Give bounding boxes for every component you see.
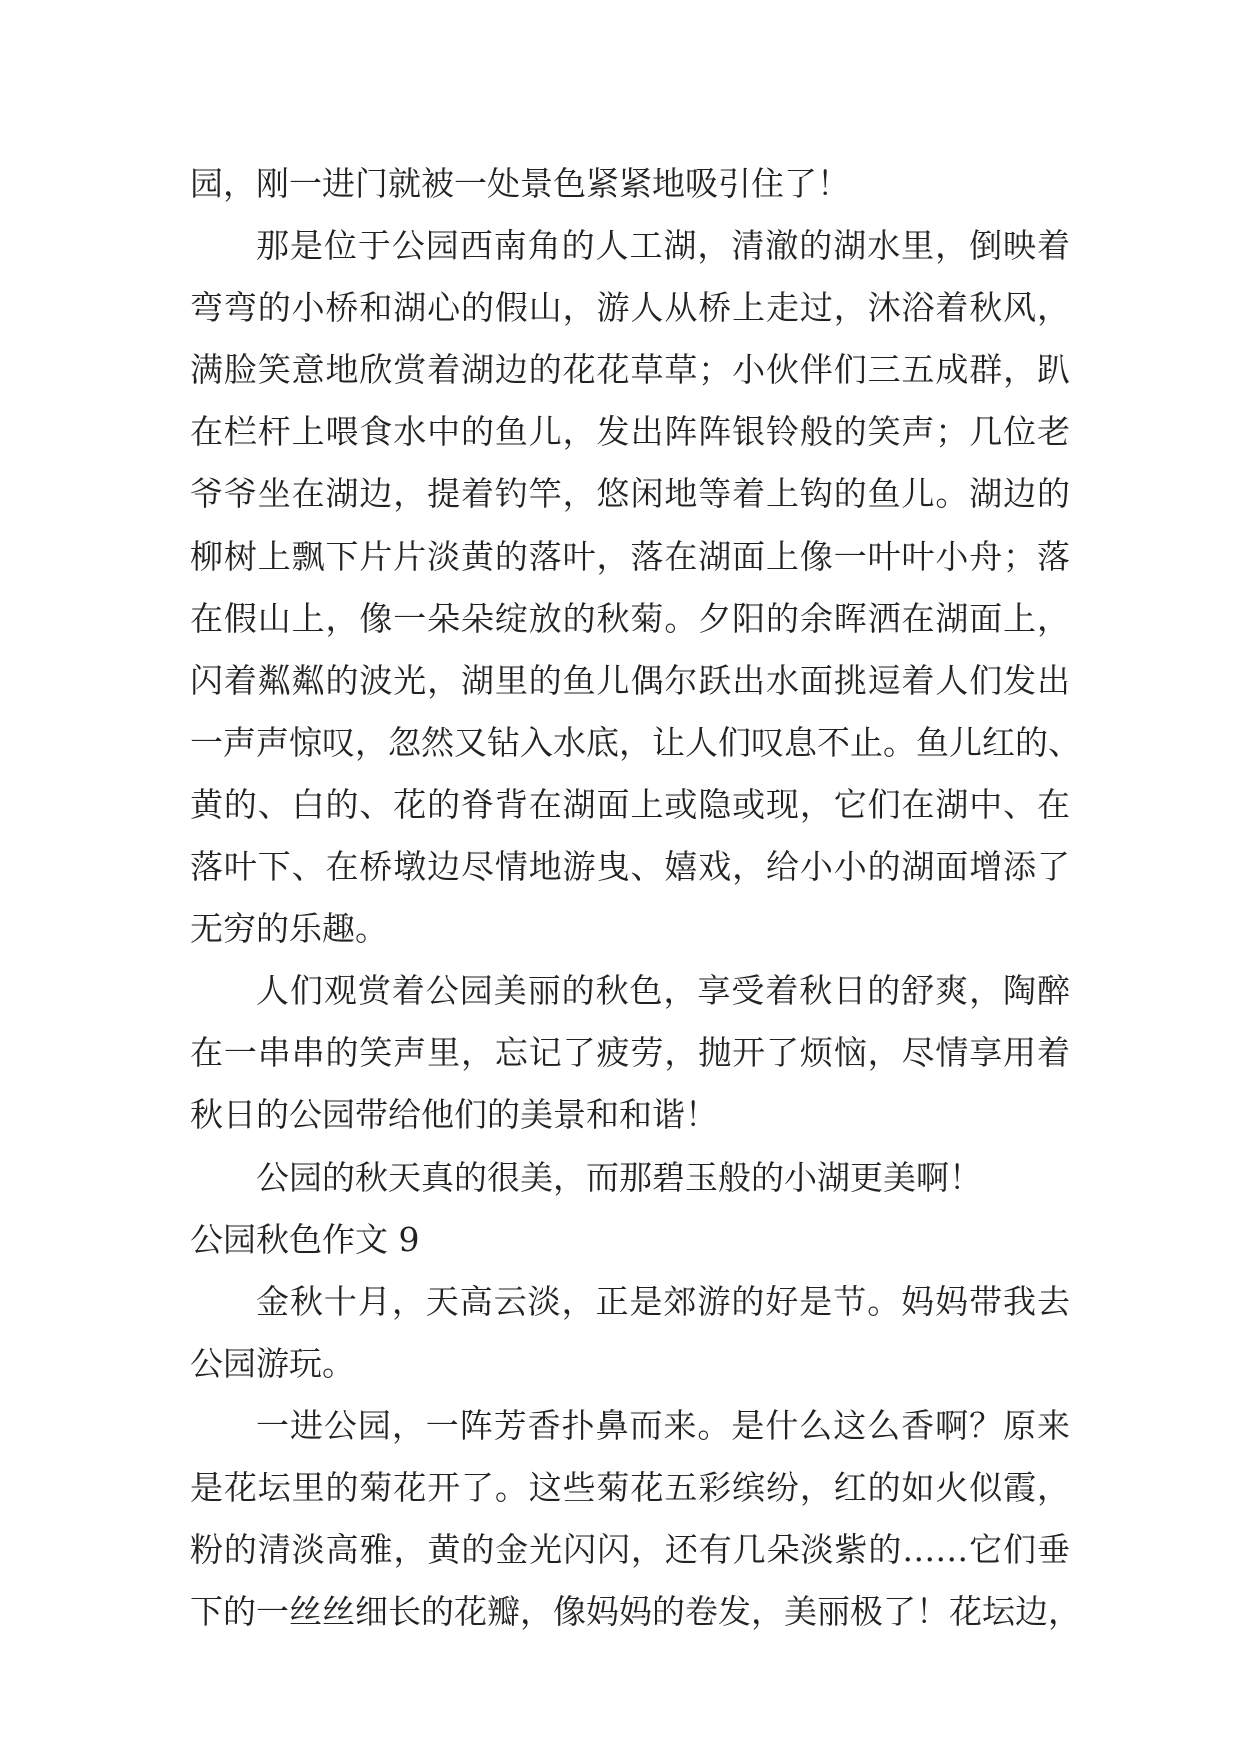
text-line: 闪着粼粼的波光，湖里的鱼儿偶尔跃出水面挑逗着人们发出 — [190, 660, 1070, 700]
text-line: 爷爷坐在湖边，提着钓竿，悠闲地等着上钩的鱼儿。湖边的 — [190, 474, 1070, 514]
text-line: 无穷的乐趣。 — [190, 909, 388, 949]
paragraph-first-line: 人们观赏着公园美丽的秋色，享受着秋日的舒爽，陶醉 — [256, 971, 1070, 1011]
text-line: 满脸笑意地欣赏着湖边的花花草草；小伙伴们三五成群，趴 — [190, 350, 1070, 390]
text-line: 公园游玩。 — [190, 1343, 355, 1383]
text-line: 在假山上，像一朵朵绽放的秋菊。夕阳的余晖洒在湖面上， — [190, 598, 1070, 638]
text-line: 落叶下、在桥墩边尽情地游曳、嬉戏，给小小的湖面增添了 — [190, 847, 1070, 887]
text-line: 在一串串的笑声里，忘记了疲劳，抛开了烦恼，尽情享用着 — [190, 1033, 1070, 1073]
document-body — [190, 153, 1081, 1643]
text-line: 秋日的公园带给他们的美景和和谐！ — [190, 1095, 718, 1135]
paragraph-first-line: 一进公园，一阵芳香扑鼻而来。是什么这么香啊？原来 — [256, 1405, 1070, 1445]
paragraph-first-line: 那是位于公园西南角的人工湖，清澈的湖水里，倒映着 — [256, 226, 1070, 266]
text-line: 粉的清淡高雅，黄的金光闪闪，还有几朵淡紫的……它们垂 — [190, 1530, 1070, 1570]
section-heading: 公园秋色作文 9 — [190, 1219, 420, 1259]
text-line: 一声声惊叹，忽然又钻入水底，让人们叹息不止。鱼儿红的、 — [190, 722, 1081, 762]
text-line: 黄的、白的、花的脊背在湖面上或隐或现，它们在湖中、在 — [190, 784, 1070, 824]
text-line: 在栏杆上喂食水中的鱼儿，发出阵阵银铃般的笑声；几位老 — [190, 412, 1070, 452]
paragraph-first-line: 金秋十月，天高云淡，正是郊游的好是节。妈妈带我去 — [256, 1281, 1070, 1321]
text-line: 弯弯的小桥和湖心的假山，游人从桥上走过，沐浴着秋风， — [190, 288, 1070, 328]
text-line: 柳树上飘下片片淡黄的落叶，落在湖面上像一叶叶小舟；落 — [190, 536, 1070, 576]
text-line: 下的一丝丝细长的花瓣，像妈妈的卷发，美丽极了！花坛边， — [190, 1592, 1081, 1632]
text-line: 是花坛里的菊花开了。这些菊花五彩缤纷，红的如火似霞， — [190, 1467, 1070, 1507]
paragraph-first-line: 公园的秋天真的很美，而那碧玉般的小湖更美啊！ — [256, 1157, 982, 1197]
text-line: 园，刚一进门就被一处景色紧紧地吸引住了！ — [190, 164, 850, 203]
